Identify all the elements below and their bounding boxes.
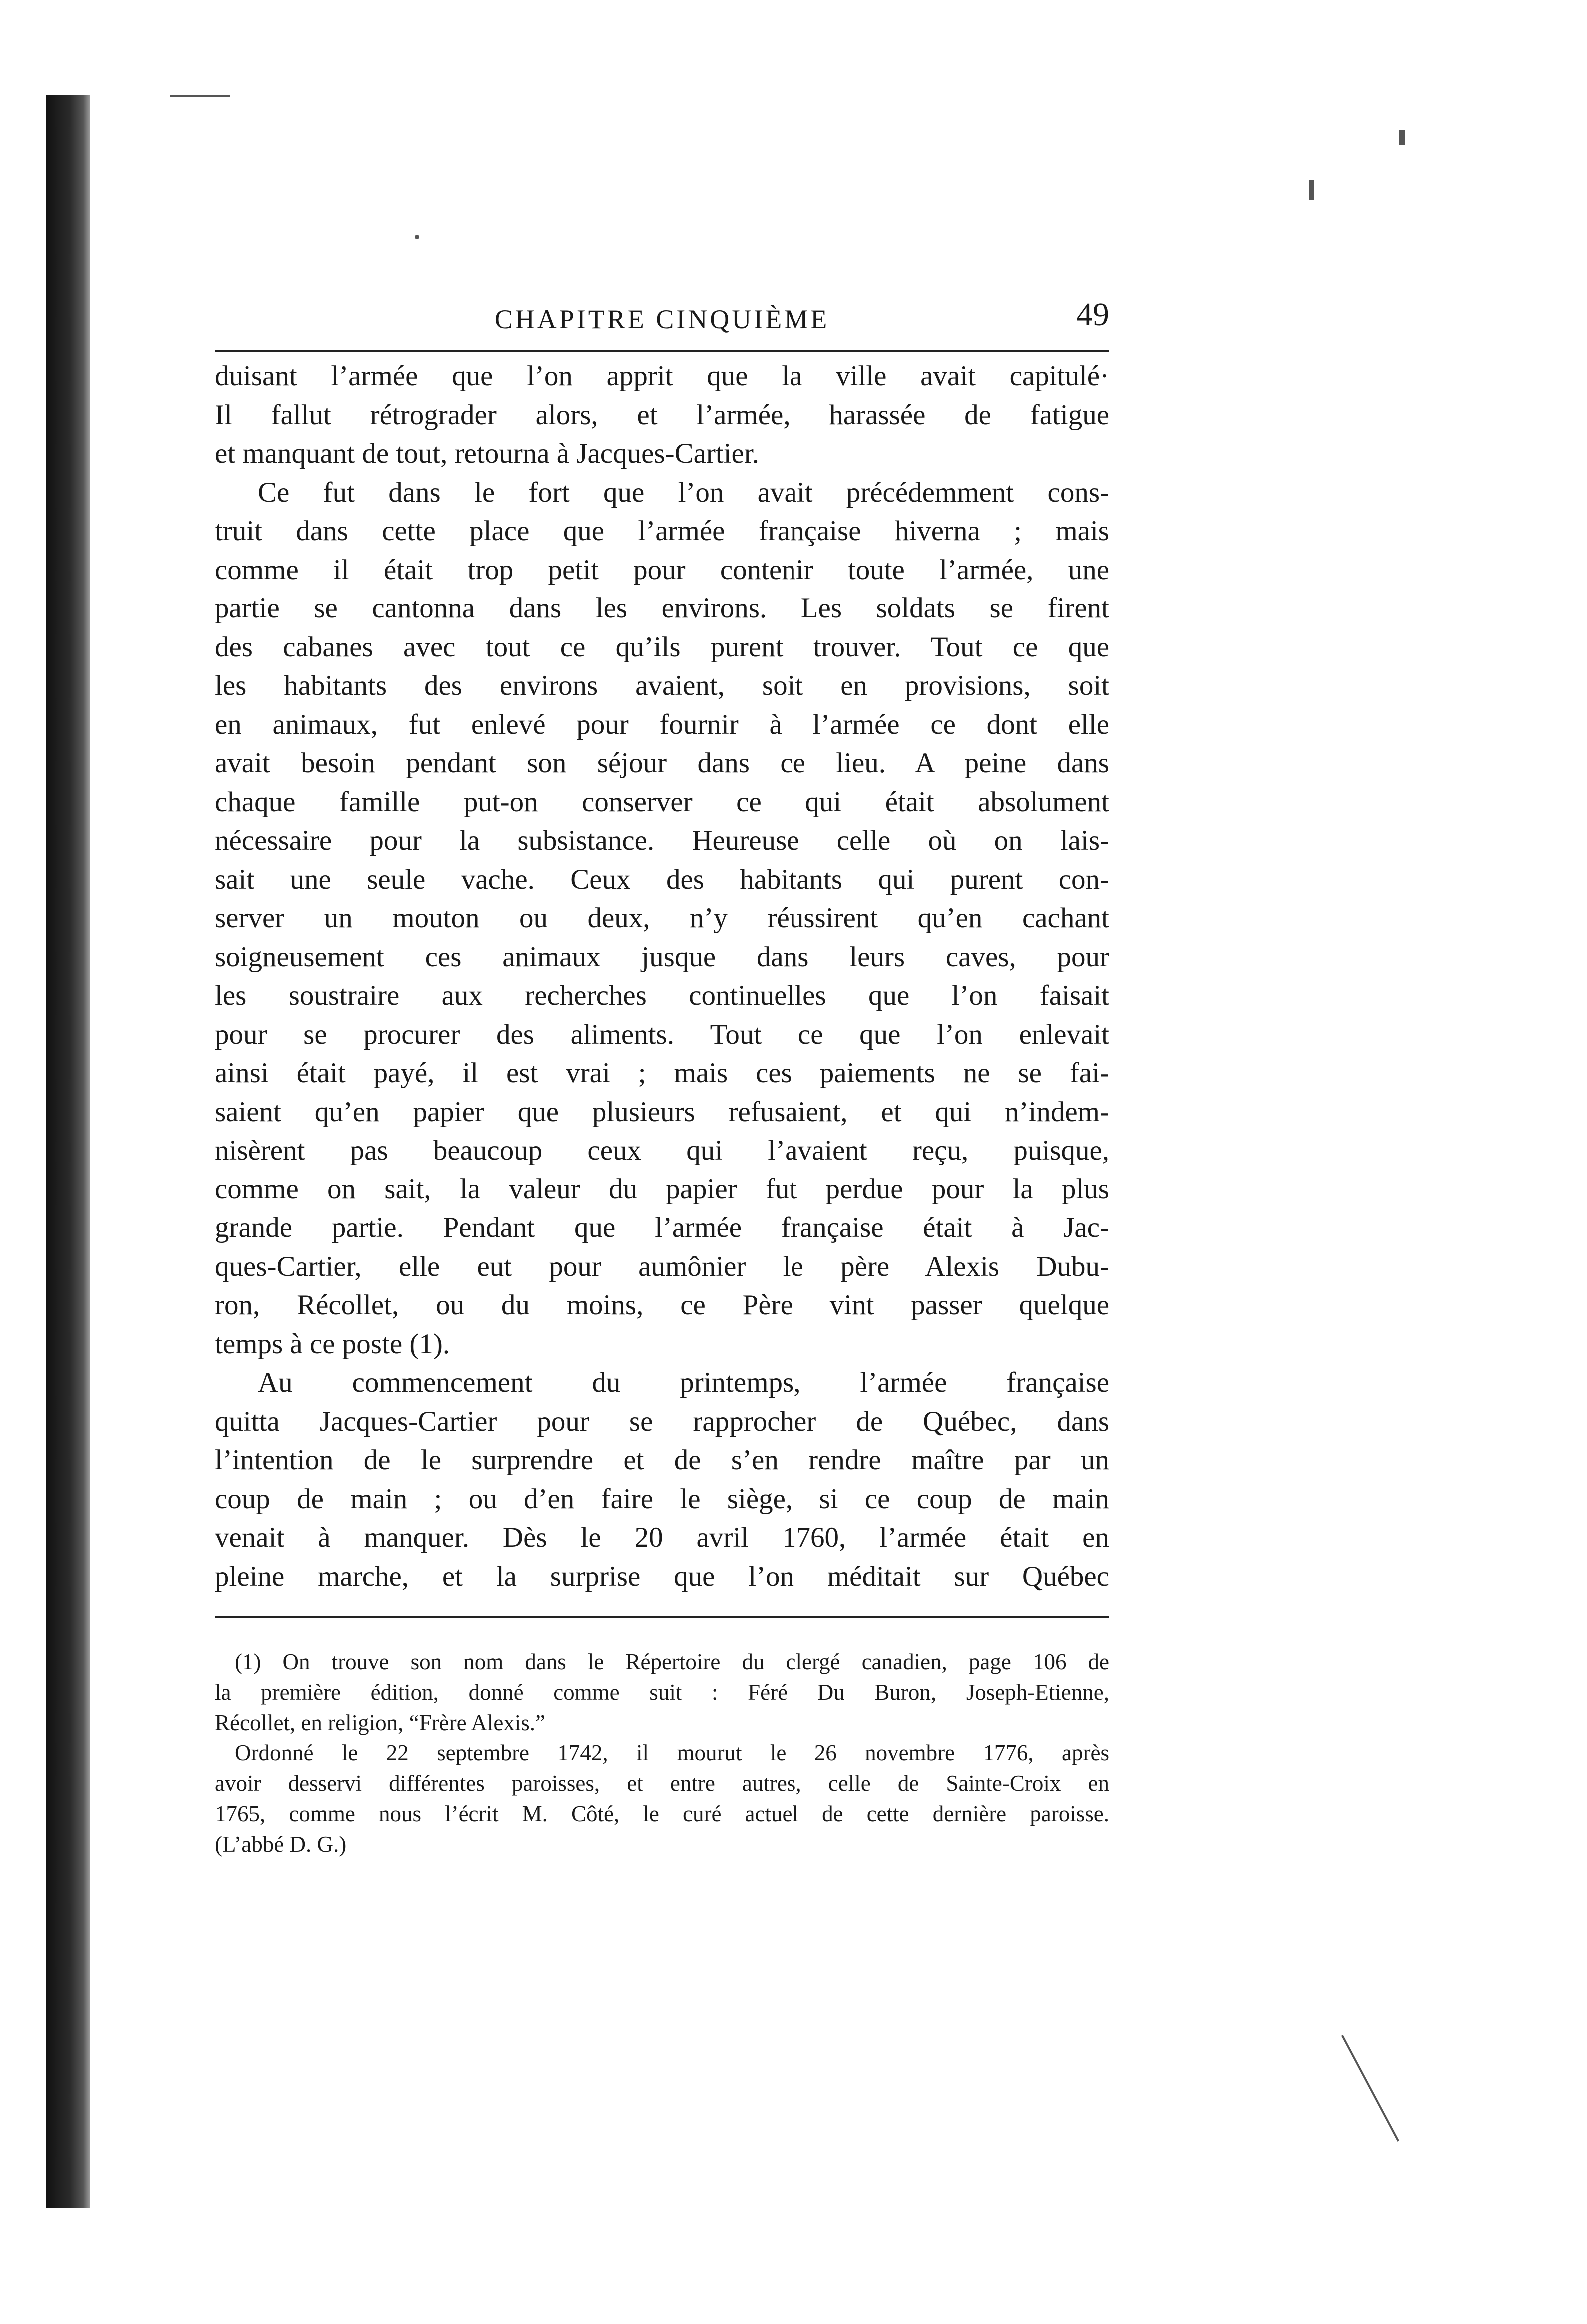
footnote-line: 1765, comme nous l’écrit M. Côté, le curé actuel de cette dernière paroisse. bbox=[215, 1801, 1109, 1826]
footnote-line: Récollet, en religion, “Frère Alexis.” bbox=[215, 1710, 546, 1735]
text-line: des cabanes avec tout ce qu’ils purent trouver. Tout ce que bbox=[215, 631, 1109, 663]
text-line: chaque famille put-on conserver ce qui était absolument bbox=[215, 786, 1109, 818]
body-text bbox=[215, 357, 1109, 1596]
text-line: coup de main ; ou d’en faire le siège, si ce coup de main bbox=[215, 1483, 1109, 1515]
text-line: quitta Jacques-Cartier pour se rapprocher de Québec, dans bbox=[215, 1405, 1109, 1437]
text-line: ainsi était payé, il est vrai ; mais ces paiements ne se fai- bbox=[215, 1057, 1109, 1089]
book-page bbox=[215, 295, 1109, 1860]
text-line: les habitants des environs avaient, soit en provisions, soit bbox=[215, 670, 1109, 701]
text-line: ques-Cartier, elle eut pour aumônier le père Alexis Dubu- bbox=[215, 1250, 1109, 1282]
text-line: l’intention de le surprendre et de s’en rendre maître par un bbox=[215, 1444, 1109, 1476]
text-line: duisant l’armée que l’on apprit que la ville avait capitulé· bbox=[215, 360, 1109, 392]
text-line: ron, Récollet, ou du moins, ce Père vint passer quelque bbox=[215, 1289, 1109, 1321]
text-line: et manquant de tout, retourna à Jacques-Cartier. bbox=[215, 438, 759, 469]
text-line: Il fallut rétrograder alors, et l’armée, harassée de fatigue bbox=[215, 399, 1109, 431]
footnote-line: (1) On trouve son nom dans le Répertoire du clergé canadien, page 106 de bbox=[235, 1649, 1109, 1674]
footnote-line: Ordonné le 22 septembre 1742, il mourut le 26 novembre 1776, après bbox=[235, 1741, 1109, 1765]
chapter-title: CHAPITRE CINQUIÈME bbox=[494, 304, 830, 334]
text-line: partie se cantonna dans les environs. Les soldats se firent bbox=[215, 592, 1109, 624]
header-rule bbox=[215, 350, 1109, 352]
text-line: sait une seule vache. Ceux des habitants qui purent con- bbox=[215, 863, 1109, 895]
text-line: comme il était trop petit pour contenir toute l’armée, une bbox=[215, 554, 1109, 585]
text-line: comme on sait, la valeur du papier fut perdue pour la plus bbox=[215, 1173, 1109, 1205]
footnotes bbox=[215, 1647, 1109, 1860]
text-line: temps à ce poste (1). bbox=[215, 1328, 450, 1360]
text-line: saient qu’en papier que plusieurs refusaient, et qui n’indem- bbox=[215, 1096, 1109, 1128]
text-line: server un mouton ou deux, n’y réussirent qu’en cachant bbox=[215, 902, 1109, 934]
text-line: en animaux, fut enlevé pour fournir à l’armée ce dont elle bbox=[215, 708, 1109, 740]
scan-speck bbox=[1341, 2035, 1399, 2142]
running-header bbox=[215, 295, 1109, 350]
scan-speck bbox=[1399, 130, 1405, 145]
scan-speck bbox=[1309, 180, 1314, 200]
page-number: 49 bbox=[1076, 296, 1109, 333]
footnote-line: (L’abbé D. G.) bbox=[215, 1832, 347, 1857]
text-line: pleine marche, et la surprise que l’on méditait sur Québec bbox=[215, 1560, 1109, 1592]
scan-speck bbox=[170, 95, 230, 97]
text-line: truit dans cette place que l’armée française hiverna ; mais bbox=[215, 515, 1109, 547]
text-line: soigneusement ces animaux jusque dans leurs caves, pour bbox=[215, 941, 1109, 973]
text-line: avait besoin pendant son séjour dans ce lieu. A peine dans bbox=[215, 747, 1109, 779]
text-line: Ce fut dans le fort que l’on avait précédemment cons- bbox=[258, 476, 1109, 508]
text-line: pour se procurer des aliments. Tout ce que l’on enlevait bbox=[215, 1018, 1109, 1050]
text-line: Au commencement du printemps, l’armée française bbox=[258, 1367, 1109, 1398]
text-line: grande partie. Pendant que l’armée française était à Jac- bbox=[215, 1212, 1109, 1243]
scan-speck bbox=[415, 235, 419, 239]
footnote-line: avoir desservi différentes paroisses, et entre autres, celle de Sainte-Croix en bbox=[215, 1771, 1109, 1796]
footnote-line: la première édition, donné comme suit : Féré Du Buron, Joseph-Etienne, bbox=[215, 1680, 1109, 1705]
text-line: les soustraire aux recherches continuelles que l’on faisait bbox=[215, 980, 1109, 1011]
text-line: nécessaire pour la subsistance. Heureuse celle où on lais- bbox=[215, 825, 1109, 856]
text-line: nisèrent pas beaucoup ceux qui l’avaient reçu, puisque, bbox=[215, 1135, 1109, 1166]
page-binding-edge bbox=[46, 95, 90, 2208]
text-line: venait à manquer. Dès le 20 avril 1760, l’armée était en bbox=[215, 1522, 1109, 1553]
footnote-rule bbox=[215, 1616, 1109, 1618]
